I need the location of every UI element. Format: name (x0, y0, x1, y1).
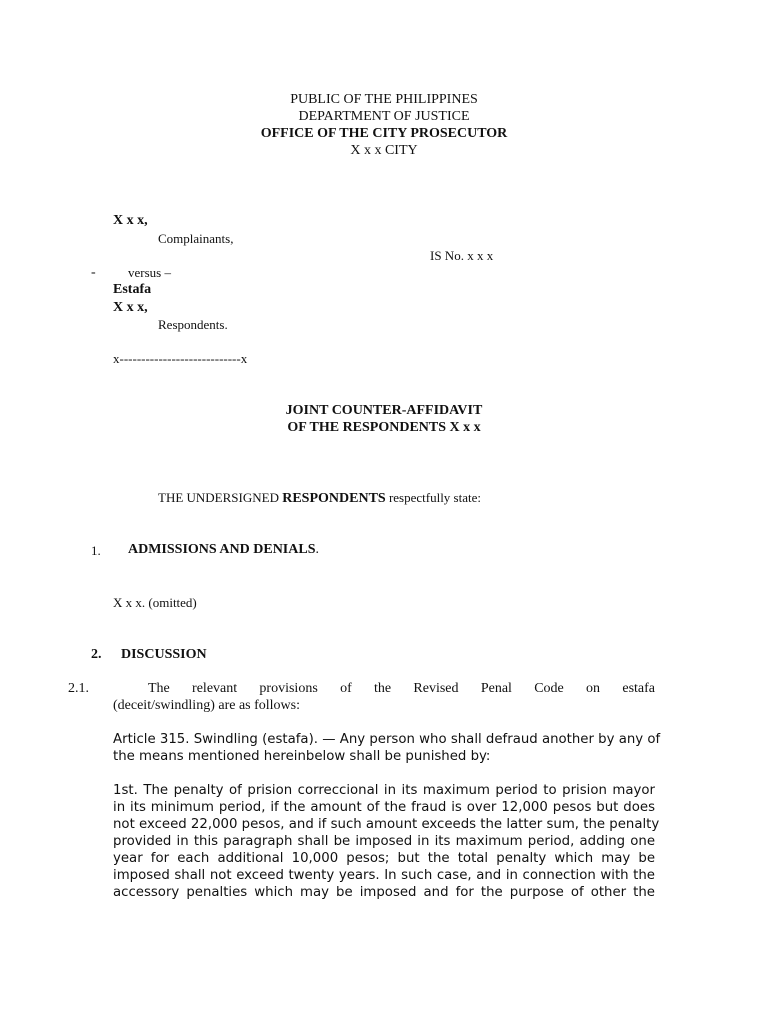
section-1-heading: ADMISSIONS AND DENIALS (128, 542, 316, 557)
header-line-department: DEPARTMENT OF JUSTICE (298, 109, 470, 124)
intro-prefix: THE UNDERSIGNED (158, 490, 283, 505)
intro-respondents: RESPONDENTS (282, 491, 386, 506)
caption-separator: x----------------------------x (113, 351, 248, 366)
first-paragraph-line: not exceed 22,000 pesos, and if such amount exceeds the latter sum, the penalty (113, 817, 660, 832)
complainant-name: X x x, (113, 213, 148, 228)
complainants-label: Complainants, (158, 231, 234, 246)
title-line-1: JOINT COUNTER-AFFIDAVIT (285, 403, 483, 418)
first-paragraph-line: 1st. The penalty of prision correccional in its maximum period to prision mayor (113, 783, 655, 798)
header-line-republic: PUBLIC OF THE PHILIPPINES (290, 92, 478, 107)
section-2-heading: DISCUSSION (121, 647, 207, 662)
header-line-office: OFFICE OF THE CITY PROSECUTOR (260, 126, 508, 141)
respondent-name: X x x, (113, 300, 148, 315)
section-1-number: 1. (91, 543, 101, 558)
article-315-first-paragraph (113, 782, 660, 901)
case-title: Estafa (113, 282, 152, 297)
section-1-body: X x x. (omitted) (113, 595, 197, 610)
article-315-line-1: Article 315. Swindling (estafa). — Any person who shall defraud another by any of (113, 732, 661, 747)
first-paragraph-line: in its minimum period, if the amount of the fraud is over 12,000 pesos but does (113, 800, 655, 815)
title-line-2: OF THE RESPONDENTS X x x (287, 420, 481, 435)
versus-dash: - (91, 265, 96, 280)
case-number: IS No. x x x (430, 248, 494, 263)
section-1-period: . (315, 542, 319, 557)
first-paragraph-line: provided in this paragraph shall be imposed in its maximum period, adding one (113, 834, 655, 849)
first-paragraph-line: accessory penalties which may be imposed and for the purpose of other the (113, 885, 655, 900)
first-paragraph-line: year for each additional 10,000 pesos; but the total penalty which may be (113, 851, 655, 866)
paragraph-2-1-number: 2.1. (68, 681, 89, 696)
first-paragraph-line: imposed shall not exceed twenty years. In such case, and in connection with the (113, 868, 655, 883)
paragraph-2-1-line-1: The relevant provisions of the Revised Penal Code on estafa (148, 681, 655, 696)
respondents-label: Respondents. (158, 317, 228, 332)
intro-statement (158, 489, 481, 507)
paragraph-2-1-line-2: (deceit/swindling) are as follows: (113, 698, 301, 713)
versus-label: versus – (128, 265, 171, 280)
article-315-line-2: the means mentioned hereinbelow shall be punished by: (113, 749, 491, 764)
section-2-number: 2. (91, 647, 102, 662)
header-line-city: X x x CITY (350, 143, 418, 158)
intro-suffix: respectfully state: (385, 490, 481, 505)
section-1-heading-wrap (128, 541, 319, 558)
